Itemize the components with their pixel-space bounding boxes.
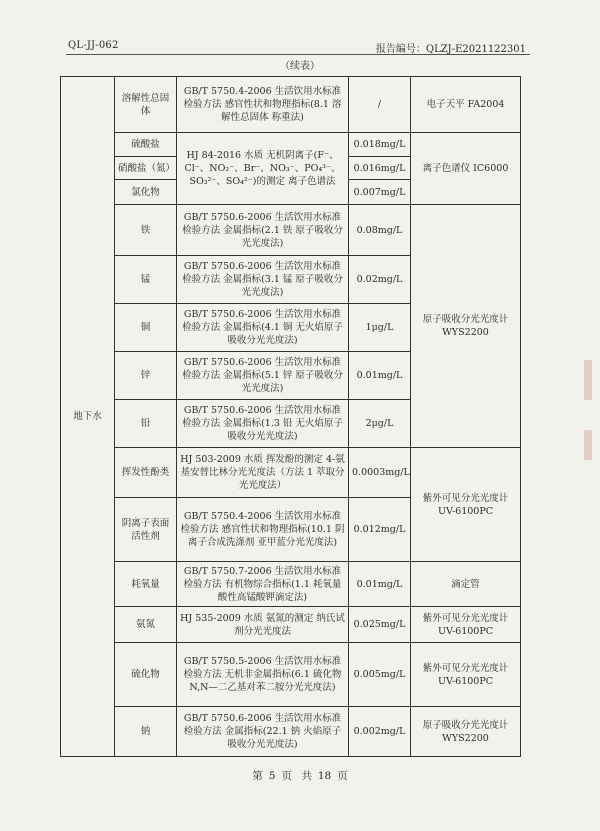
- table-row: [61, 448, 521, 498]
- page-number: 5: [268, 770, 276, 782]
- table-row: [61, 707, 521, 757]
- item-cell: 铅: [115, 400, 177, 448]
- doc-code: QL-JJ-062: [68, 40, 119, 51]
- item-cell: 硝酸盐（氮）: [115, 157, 177, 180]
- table-row: [61, 643, 521, 707]
- limit-cell: 0.012mg/L: [349, 498, 411, 562]
- limit-cell: 0.007mg/L: [349, 180, 411, 205]
- standard-cell: GB/T 5750.7-2006 生活饮用水标准检验方法 有机物综合指标(1.1 耗氧量 酸性高锰酸钾滴定法): [177, 562, 349, 607]
- limit-cell: 0.08mg/L: [349, 205, 411, 256]
- report-number: 报告编号：QLZJ-E2021122301: [375, 44, 526, 55]
- standard-cell: GB/T 5750.4-2006 生活饮用水标准检验方法 感官性状和物理指标(8.1 溶解性总固体 称重法): [177, 77, 349, 133]
- limit-cell: /: [349, 77, 411, 133]
- table-row: [61, 205, 521, 256]
- instrument-cell: 紫外可见分光光度计 UV-6100PC: [411, 607, 521, 643]
- item-cell: 氯化物: [115, 180, 177, 205]
- limit-cell: 1μg/L: [349, 304, 411, 352]
- standard-cell: GB/T 5750.6-2006 生活饮用水标准检验方法 金属指标(5.1 锌 原子吸收分光光度法): [177, 352, 349, 400]
- instrument-cell: 原子吸收分光光度计 WYS2200: [411, 205, 521, 448]
- standard-cell: GB/T 5750.6-2006 生活饮用水标准检验方法 金属指标(4.1 铜 无火焰原子吸收分光光度法): [177, 304, 349, 352]
- standard-cell: GB/T 5750.6-2006 生活饮用水标准检验方法 金属指标(22.1 钠 火焰原子吸收分光光度法): [177, 707, 349, 757]
- item-cell: 耗氧量: [115, 562, 177, 607]
- item-cell: 阴离子表面活性剂: [115, 498, 177, 562]
- continued-label: （续表）: [280, 61, 320, 72]
- item-cell: 铜: [115, 304, 177, 352]
- instrument-cell: 原子吸收分光光度计 WYS2200: [411, 707, 521, 757]
- table-row: [61, 77, 521, 133]
- table-row: [61, 562, 521, 607]
- item-cell: 硫化物: [115, 643, 177, 707]
- standard-cell: HJ 84-2016 水质 无机阴离子(F⁻、Cl⁻、NO₂⁻、Br⁻、NO₃⁻、PO₄³⁻、SO₃²⁻、SO₄²⁻)的测定 离子色谱法: [177, 133, 349, 205]
- limit-cell: 0.01mg/L: [349, 562, 411, 607]
- limit-cell: 0.0003mg/L: [349, 448, 411, 498]
- limit-cell: 0.002mg/L: [349, 707, 411, 757]
- item-cell: 锰: [115, 256, 177, 304]
- item-cell: 挥发性酚类: [115, 448, 177, 498]
- standard-cell: GB/T 5750.6-2006 生活饮用水标准检验方法 金属指标(3.1 锰 原子吸收分光光度法): [177, 256, 349, 304]
- item-cell: 硫酸盐: [115, 133, 177, 157]
- standard-cell: HJ 503-2009 水质 挥发酚的测定 4-氨基安替比林分光光度法（方法 1 萃取分光光度法）: [177, 448, 349, 498]
- seal-edge-mark: [584, 430, 592, 460]
- instrument-cell: 电子天平 FA2004: [411, 77, 521, 133]
- total-pages: 18: [317, 770, 332, 782]
- standard-cell: HJ 535-2009 水质 氨氮的测定 纳氏试剂分光光度法: [177, 607, 349, 643]
- footer-di: 第: [252, 770, 263, 782]
- standard-cell: GB/T 5750.5-2006 生活饮用水标准检验方法 无机非金属指标(6.1 硫化物 N,N—二乙基对苯二胺分光光度法): [177, 643, 349, 707]
- page-footer: [0, 768, 600, 783]
- seal-edge-mark: [584, 360, 592, 400]
- item-cell: 氨氮: [115, 607, 177, 643]
- instrument-cell: 滴定管: [411, 562, 521, 607]
- limit-cell: 2μg/L: [349, 400, 411, 448]
- standard-cell: GB/T 5750.6-2006 生活饮用水标准检验方法 金属指标(1.3 铅 无火焰原子吸收分光光度法): [177, 400, 349, 448]
- item-cell: 溶解性总固体: [115, 77, 177, 133]
- standard-cell: GB/T 5750.6-2006 生活饮用水标准检验方法 金属指标(2.1 铁 原子吸收分光光度法): [177, 205, 349, 256]
- instrument-cell: 紫外可见分光光度计 UV-6100PC: [411, 643, 521, 707]
- footer-ye: 页: [281, 770, 292, 782]
- item-cell: 锌: [115, 352, 177, 400]
- instrument-cell: 紫外可见分光光度计 UV-6100PC: [411, 448, 521, 562]
- item-cell: 铁: [115, 205, 177, 256]
- footer-gong: 共: [301, 770, 312, 782]
- method-table: [60, 76, 521, 757]
- limit-cell: 0.02mg/L: [349, 256, 411, 304]
- category-cell: 地下水: [61, 77, 115, 757]
- instrument-cell: 离子色谱仪 IC6000: [411, 133, 521, 205]
- standard-cell: GB/T 5750.4-2006 生活饮用水标准检验方法 感官性状和物理指标(10.1 阴离子合成洗涤剂 亚甲蓝分光光度法): [177, 498, 349, 562]
- limit-cell: 0.01mg/L: [349, 352, 411, 400]
- limit-cell: 0.005mg/L: [349, 643, 411, 707]
- header-divider: [66, 54, 530, 55]
- item-cell: 钠: [115, 707, 177, 757]
- limit-cell: 0.016mg/L: [349, 157, 411, 180]
- limit-cell: 0.025mg/L: [349, 607, 411, 643]
- table-row: [61, 607, 521, 643]
- limit-cell: 0.018mg/L: [349, 133, 411, 157]
- table-row: [61, 133, 521, 157]
- footer-ye2: 页: [337, 770, 348, 782]
